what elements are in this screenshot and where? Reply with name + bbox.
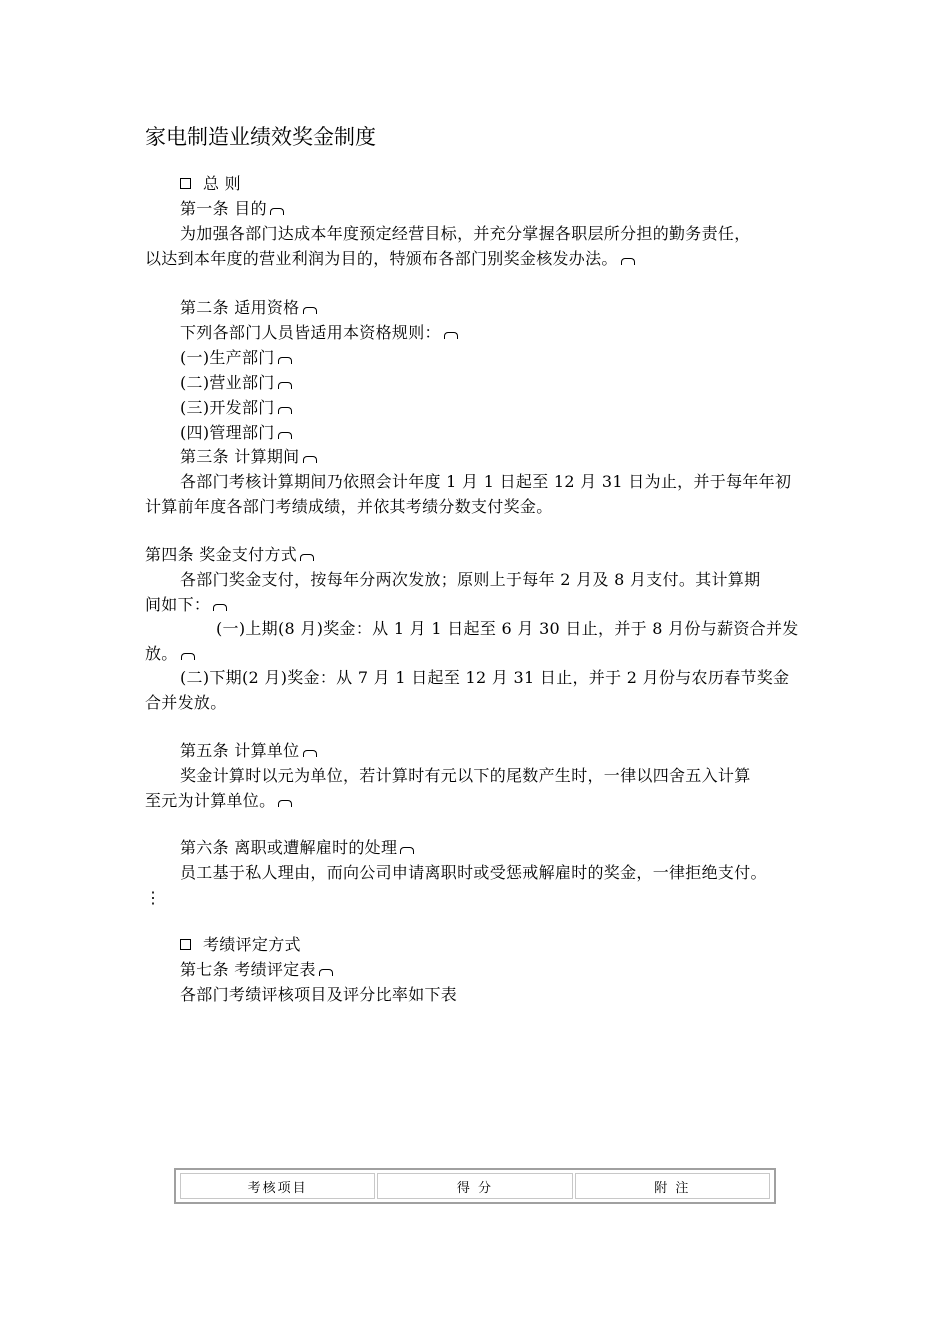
return-mark-icon <box>303 750 317 757</box>
checkbox-square-icon <box>180 178 191 189</box>
article-5-text: 奖金计算时以元为单位，若计算时有元以下的尾数产生时，一律以四舍五入计算 <box>180 766 751 785</box>
article-5-title: 第五条 计算单位 <box>180 739 317 763</box>
article-4-item-1-cont: 放。 <box>145 642 195 666</box>
article-4-text: 各部门奖金支付，按每年分两次发放；原则上于每年 2 月及 8 月支付。其计算期 <box>180 570 761 589</box>
return-mark-icon <box>278 407 292 414</box>
article-4-text-cont: 间如下： <box>145 593 227 617</box>
return-mark-icon <box>621 258 635 265</box>
article-5-text-cont: 至元为计算单位。 <box>145 789 292 813</box>
return-mark-icon <box>278 432 292 439</box>
article-2-item: (四)管理部门 <box>180 421 292 445</box>
article-2-item: (三)开发部门 <box>180 396 292 420</box>
article-4-item-2-cont: 合并发放。 <box>145 693 227 712</box>
return-mark-icon <box>181 653 195 660</box>
checkbox-square-icon <box>180 939 191 950</box>
return-mark-icon <box>278 382 292 389</box>
article-2-text: 下列各部门人员皆适用本资格规则： <box>180 321 458 345</box>
article-2-title: 第二条 适用资格 <box>180 296 317 320</box>
return-mark-icon <box>270 208 284 215</box>
article-1-text: 为加强各部门达成本年度预定经营目标，并充分掌握各职层所分担的勤务责任， <box>180 224 751 243</box>
return-mark-icon <box>400 847 414 854</box>
return-mark-icon <box>278 357 292 364</box>
return-mark-icon <box>444 332 458 339</box>
article-7-text: 各部门考绩评核项目及评分比率如下表 <box>180 985 458 1004</box>
article-2-item: (二)营业部门 <box>180 371 292 395</box>
section-heading-evaluation: 考绩评定方式 <box>180 933 301 957</box>
return-mark-icon <box>213 604 227 611</box>
article-3-text: 各部门考核计算期间乃依照会计年度 1 月 1 日起至 12 月 31 日为止，并于每年年初 <box>180 472 792 491</box>
article-2-item: (一)生产部门 <box>180 346 292 370</box>
document-title: 家电制造业绩效奖金制度 <box>145 125 376 149</box>
article-3-text-cont: 计算前年度各部门考绩成绩，并依其考绩分数支付奖金。 <box>145 497 553 516</box>
table-header-item: 考核项目 <box>180 1173 375 1199</box>
article-1-text-cont: 以达到本年度的营业利润为目的，特颁布各部门别奖金核发办法。 <box>145 247 635 271</box>
article-1-title: 第一条 目的 <box>180 197 284 221</box>
article-6-text: 员工基于私人理由，而向公司申请离职时或受惩戒解雇时的奖金，一律拒绝支付。 <box>180 863 767 882</box>
article-4-title: 第四条 奖金支付方式 <box>145 543 314 567</box>
return-mark-icon <box>303 307 317 314</box>
article-4-item-1: (一)上期(8 月)奖金：从 1 月 1 日起至 6 月 30 日止，并于 8 月份与薪资合并发 <box>216 619 799 638</box>
article-7-title: 第七条 考绩评定表 <box>180 958 333 982</box>
article-6-title: 第六条 离职或遭解雇时的处理 <box>180 836 414 860</box>
article-4-item-2: (二)下期(2 月)奖金：从 7 月 1 日起至 12 月 31 日止，并于 2 月份与农历春节奖金 <box>180 668 790 687</box>
return-mark-icon <box>319 969 333 976</box>
table-header-notes: 附 注 <box>575 1173 770 1199</box>
return-mark-icon <box>303 456 317 463</box>
evaluation-table <box>174 1168 776 1204</box>
ellipsis-mark: ⋮ <box>145 888 162 907</box>
return-mark-icon <box>278 800 292 807</box>
return-mark-icon <box>300 554 314 561</box>
section-heading-general: 总 则 <box>180 172 241 196</box>
article-3-title: 第三条 计算期间 <box>180 445 317 469</box>
table-header-score: 得 分 <box>377 1173 572 1199</box>
